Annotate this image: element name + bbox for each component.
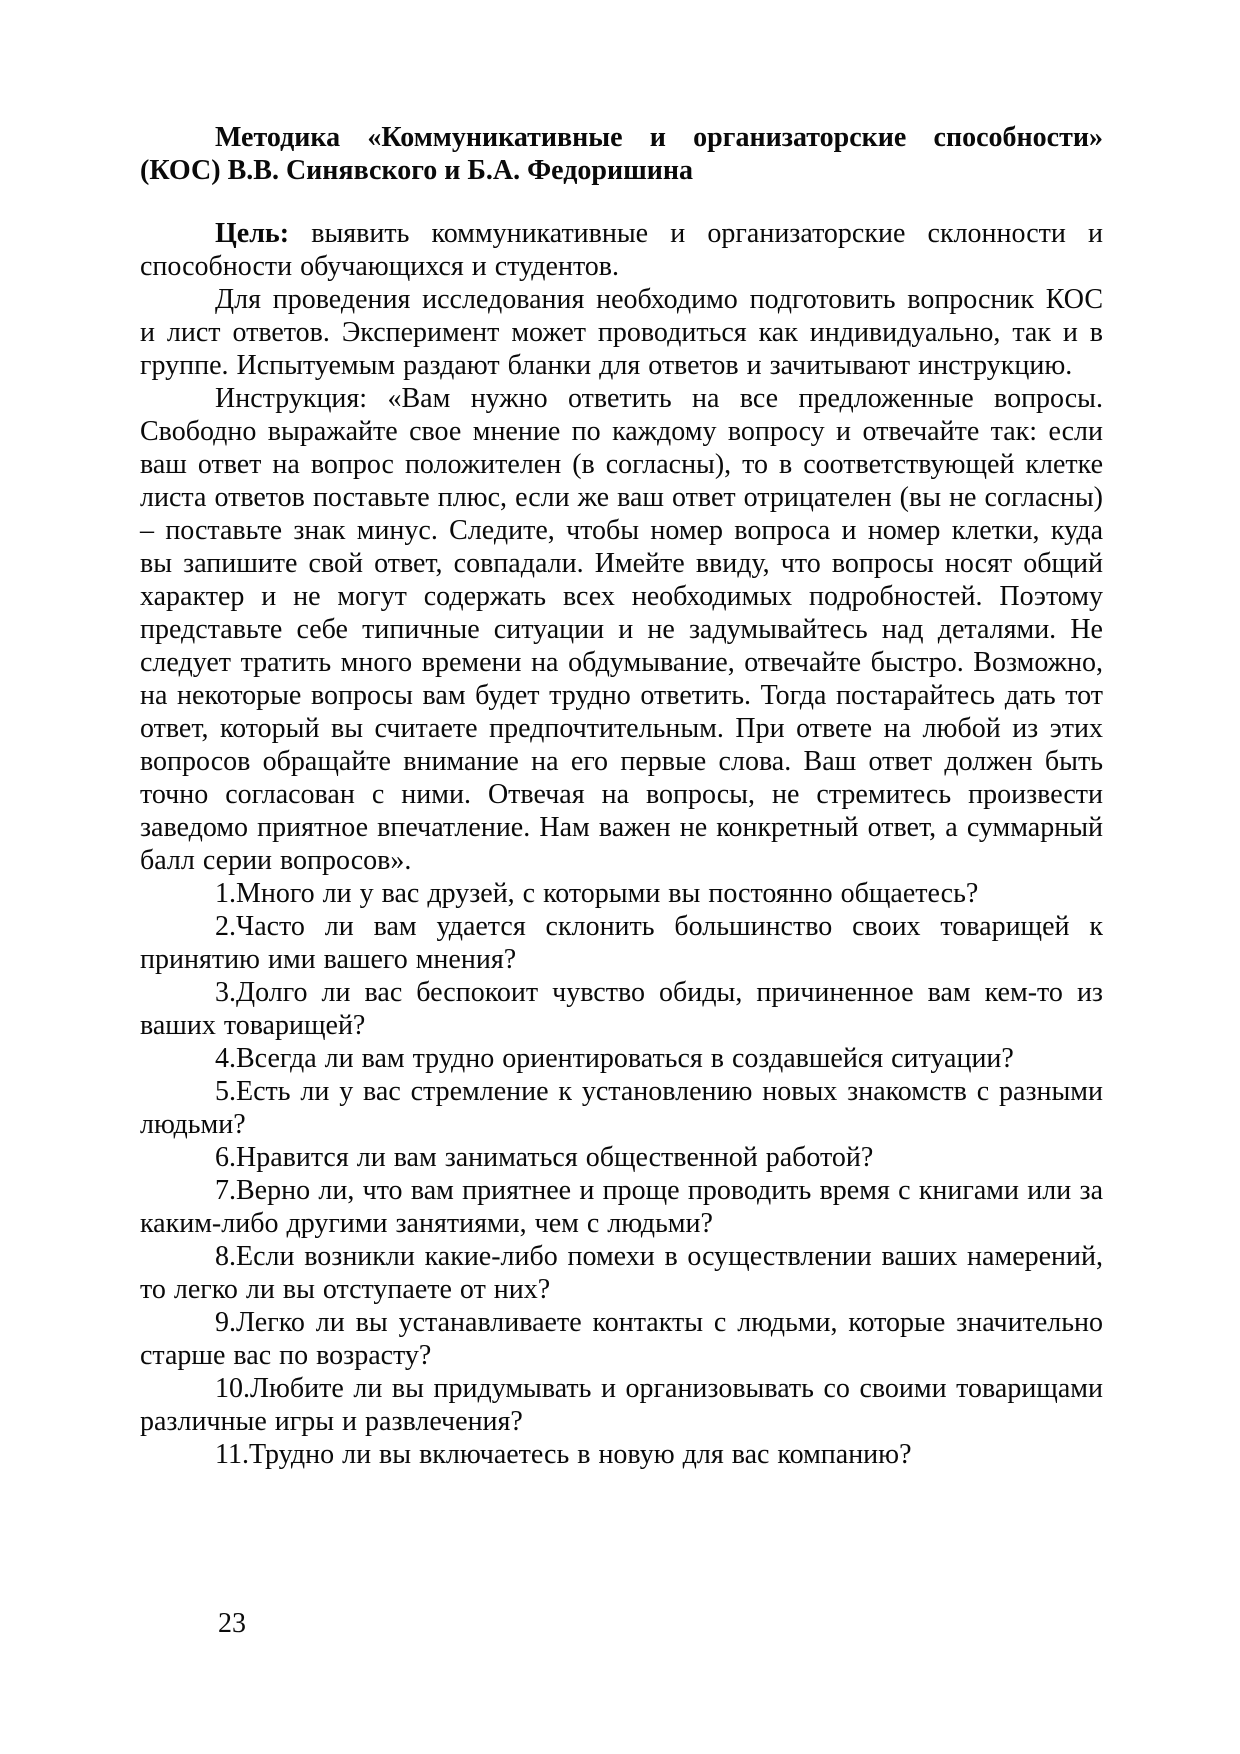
- document-title: [140, 121, 1103, 187]
- question-item-8: 8.Если возникли какие-либо помехи в осуществлении ваших намерений, то легко ли вы отступаете от них?: [140, 1241, 1103, 1305]
- question-item-10: 10.Любите ли вы придумывать и организовывать со своими товарищами различные игры и развлечения?: [140, 1373, 1103, 1437]
- question-item-9: 9.Легко ли вы устанавливаете контакты с людьми, которые значительно старше вас по возрасту?: [140, 1307, 1103, 1371]
- aim-text: выявить коммуникативные и организаторские склонности и способности обучающихся и студентов.: [140, 218, 1104, 282]
- aim-paragraph: [140, 217, 1103, 283]
- question-item-1: 1.Много ли у вас друзей, с которыми вы постоянно общаетесь?: [215, 878, 979, 909]
- page-number: 23: [218, 1608, 246, 1639]
- document-title-line-1: Методика «Коммуникативные и организаторские способности»: [215, 122, 1103, 153]
- document-title-line-2: (КОС) В.В. Синявского и Б.А. Федоришина: [140, 155, 693, 186]
- question-item-3: 3.Долго ли вас беспокоит чувство обиды, причиненное вам кем-то из ваших товарищей?: [140, 977, 1103, 1041]
- question-item-7: 7.Верно ли, что вам приятнее и проще проводить время с книгами или за каким-либо другими занятиями, чем с людьми?: [140, 1175, 1103, 1239]
- question-item-6: 6.Нравится ли вам заниматься общественной работой?: [215, 1142, 874, 1173]
- question-item-5: 5.Есть ли у вас стремление к установлению новых знакомств с разными людьми?: [140, 1076, 1103, 1140]
- paragraph-instruction: Инструкция: «Вам нужно ответить на все предложенные вопросы. Свободно выражайте свое мнение по каждому вопросу и отвечайте так: если ваш ответ на вопрос положителен (в согласны), то в соответствующей клетке листа ответов поставьте плюс, если же ваш ответ отрицателен (вы не согласны) – поставьте знак минус. Следите, чтобы номер вопроса и номер клетки, куда вы запишите свой ответ, совпадали. Имейте ввиду, что вопросы носят общий характер и не могут содержать всех необходимых подробностей. Поэтому представьте себе типичные ситуации и не задумывайтесь над деталями. Не следует тратить много времени на обдумывание, отвечайте быстро. Возможно, на некоторые вопросы вам будет трудно ответить. Тогда постарайтесь дать тот ответ, который вы считаете предпочтительным. При ответе на любой из этих вопросов обращайте внимание на его первые слова. Ваш ответ должен быть точно согласован с ними. Отвечая на вопросы, не стремитесь произвести заведомо приятное впечатление. Нам важен не конкретный ответ, а суммарный балл серии вопросов».: [140, 383, 1103, 876]
- question-item-4: 4.Всегда ли вам трудно ориентироваться в создавшейся ситуации?: [215, 1043, 1014, 1074]
- question-item-11: 11.Трудно ли вы включаетесь в новую для вас компанию?: [215, 1439, 912, 1470]
- aim-label: Цель:: [215, 218, 290, 249]
- paragraph-preparation: Для проведения исследования необходимо подготовить вопросник КОС и лист ответов. Эксперимент может проводиться как индивидуально, так и в группе. Испытуемым раздают бланки для ответов и зачитывают инструкцию.: [140, 284, 1103, 381]
- question-item-2: 2.Часто ли вам удается склонить большинство своих товарищей к принятию ими вашего мнения?: [140, 911, 1103, 975]
